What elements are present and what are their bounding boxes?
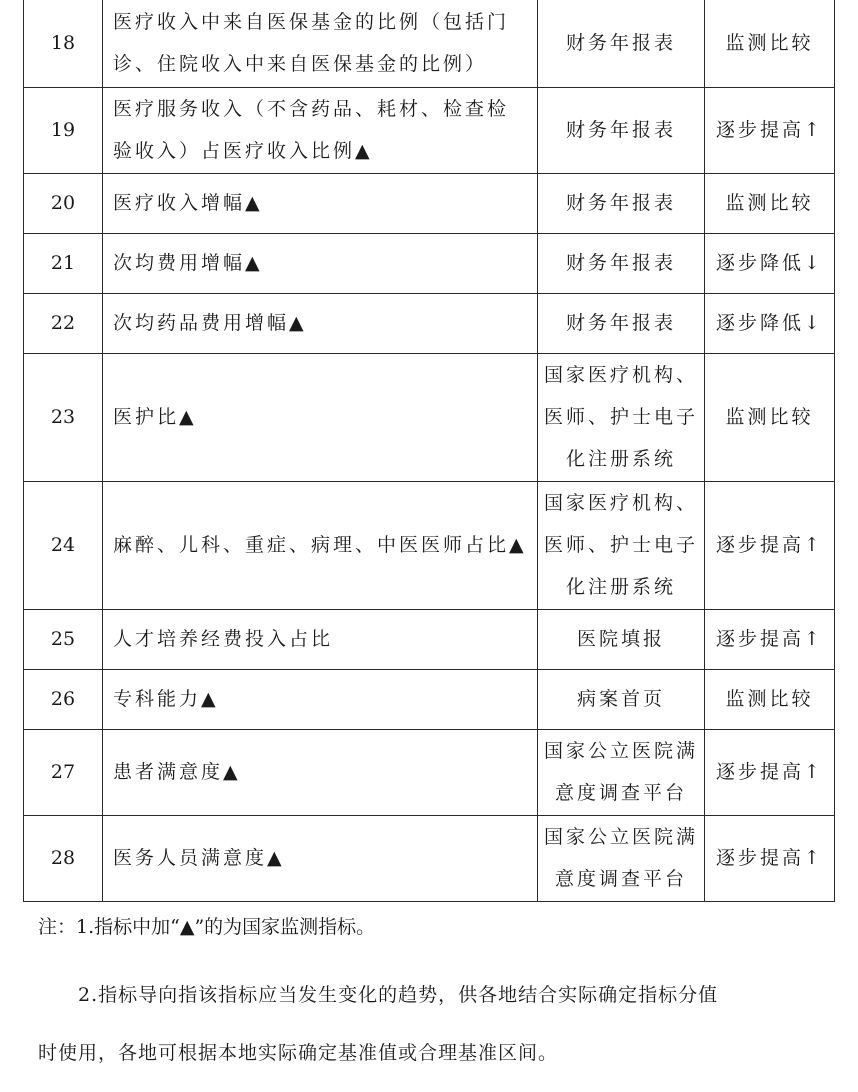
data-source: 财务年报表 xyxy=(538,173,705,233)
table-row xyxy=(24,87,835,173)
data-source: 国家医疗机构、医师、护士电子化注册系统 xyxy=(538,481,705,609)
indicator-table-container xyxy=(23,0,834,902)
indicator-direction: 监测比较 xyxy=(705,173,835,233)
indicator-name: 次均药品费用增幅▲ xyxy=(103,293,538,353)
indicator-direction: 逐步降低↓ xyxy=(705,293,835,353)
indicator-direction: 逐步提高↑ xyxy=(705,729,835,815)
indicator-direction: 逐步降低↓ xyxy=(705,233,835,293)
indicator-name: 医疗收入增幅▲ xyxy=(103,173,538,233)
data-source: 财务年报表 xyxy=(538,0,705,87)
data-source: 国家公立医院满意度调查平台 xyxy=(538,729,705,815)
row-number: 20 xyxy=(24,173,103,233)
row-number: 24 xyxy=(24,481,103,609)
table-row xyxy=(24,0,835,87)
data-source: 财务年报表 xyxy=(538,293,705,353)
row-number: 22 xyxy=(24,293,103,353)
data-source: 财务年报表 xyxy=(538,87,705,173)
indicator-name: 专科能力▲ xyxy=(103,669,538,729)
table-row xyxy=(24,609,835,669)
indicator-name: 次均费用增幅▲ xyxy=(103,233,538,293)
table-row xyxy=(24,481,835,609)
indicator-name: 医疗收入中来自医保基金的比例（包括门诊、住院收入中来自医保基金的比例） xyxy=(103,0,538,87)
data-source: 医院填报 xyxy=(538,609,705,669)
table-row xyxy=(24,173,835,233)
indicator-direction: 逐步提高↑ xyxy=(705,609,835,669)
note-line-3: 时使用，各地可根据本地实际确定基准值或合理基准区间。 xyxy=(38,1042,559,1064)
indicator-name: 患者满意度▲ xyxy=(103,729,538,815)
table-row xyxy=(24,293,835,353)
indicator-name: 医疗服务收入（不含药品、耗材、检查检验收入）占医疗收入比例▲ xyxy=(103,87,538,173)
note-line-1: 注：1.指标中加“▲”的为国家监测指标。 xyxy=(38,916,376,938)
indicator-direction: 监测比较 xyxy=(705,669,835,729)
indicator-direction: 逐步提高↑ xyxy=(705,815,835,901)
indicator-direction: 监测比较 xyxy=(705,353,835,481)
indicator-name: 医务人员满意度▲ xyxy=(103,815,538,901)
indicator-table xyxy=(23,0,835,902)
data-source: 病案首页 xyxy=(538,669,705,729)
row-number: 18 xyxy=(24,0,103,87)
row-number: 27 xyxy=(24,729,103,815)
table-row xyxy=(24,729,835,815)
row-number: 25 xyxy=(24,609,103,669)
table-row xyxy=(24,233,835,293)
row-number: 23 xyxy=(24,353,103,481)
table-row xyxy=(24,669,835,729)
indicator-name: 麻醉、儿科、重症、病理、中医医师占比▲ xyxy=(103,481,538,609)
row-number: 21 xyxy=(24,233,103,293)
row-number: 28 xyxy=(24,815,103,901)
row-number: 26 xyxy=(24,669,103,729)
data-source: 国家公立医院满意度调查平台 xyxy=(538,815,705,901)
indicator-direction: 逐步提高↑ xyxy=(705,481,835,609)
table-row xyxy=(24,815,835,901)
indicator-name: 人才培养经费投入占比 xyxy=(103,609,538,669)
indicator-direction: 逐步提高↑ xyxy=(705,87,835,173)
indicator-name: 医护比▲ xyxy=(103,353,538,481)
data-source: 财务年报表 xyxy=(538,233,705,293)
row-number: 19 xyxy=(24,87,103,173)
indicator-direction: 监测比较 xyxy=(705,0,835,87)
table-row xyxy=(24,353,835,481)
note-line-2: 2.指标导向指该指标应当发生变化的趋势，供各地结合实际确定指标分值 xyxy=(78,984,719,1006)
data-source: 国家医疗机构、医师、护士电子化注册系统 xyxy=(538,353,705,481)
